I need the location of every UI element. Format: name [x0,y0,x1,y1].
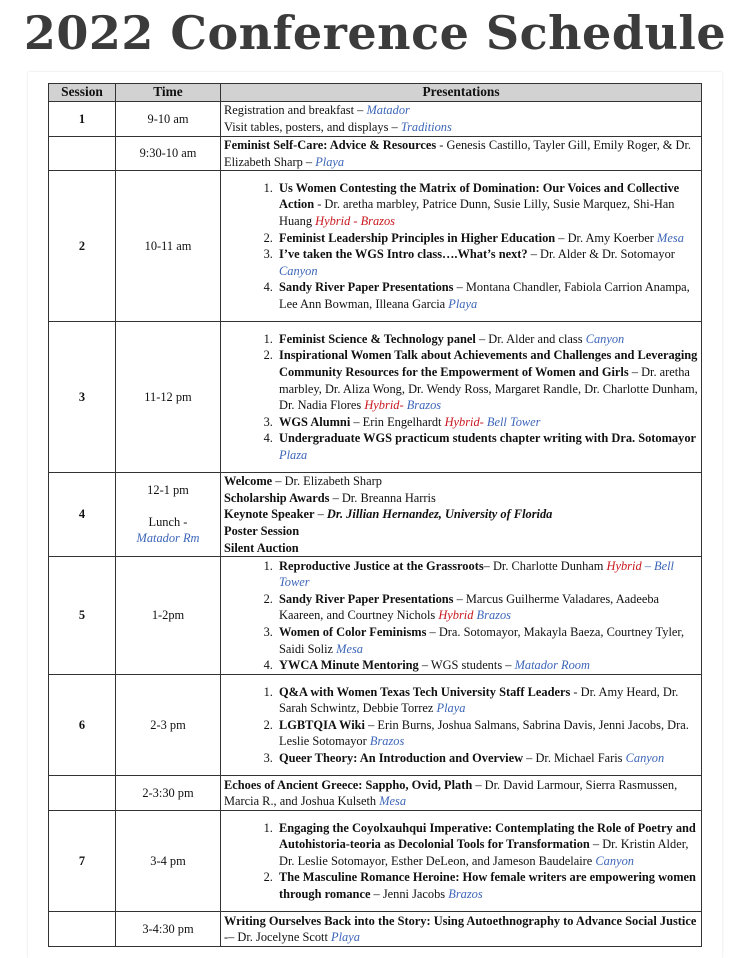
presentations-cell [221,675,702,776]
list-item [276,869,698,902]
list-item [276,820,698,870]
session-number: 4 [49,473,116,557]
location-label: Playa [448,296,478,311]
presenters: – Marcus Guilherme Valadares, Aadeeba Kaareen, and Courtney Nichols [279,591,660,623]
presenters: – Dr. Breanna Harris [329,490,436,505]
location-label: Brazos [448,887,483,902]
session-time: 1-2pm [116,557,221,675]
location-label: Playa [315,154,345,169]
list-item [276,717,698,750]
list-item [276,347,698,413]
presentation-title: WGS Alumni [279,414,351,429]
table-row [49,137,702,171]
session-time: 10-11 am [116,171,221,322]
location-label: Brazos [369,734,405,749]
presenters: – Jenni Jacobs [370,887,446,902]
presentation-title: Q&A with Women Texas Tech University Staff Leaders [279,684,571,699]
presentations-cell [221,137,702,171]
presenters: -– Dr. Jocelyne Scott [224,930,328,945]
presenters: - Dr. aretha marbley, Patrice Dunn, Susie Lilly, Susie Marquez, Shi-Han Huang [279,197,675,228]
list-item [276,414,698,431]
session-time: 9-10 am [116,102,221,137]
location-label: – Bell Tower [279,558,674,590]
session-time: 11-12 pm [116,322,221,473]
session-number: 3 [49,322,116,473]
table-row [49,675,702,776]
presenters: – Erin Engelhardt [350,414,442,429]
location-label: Playa [331,930,360,945]
session-time: 9:30-10 am [116,137,221,171]
list-item [276,279,698,312]
list-item [276,684,698,717]
presenters: – Dr. Kristin Alder, Dr. Leslie Sotomayor, Esther DeLeon, and Jameson Baudelaire [279,837,689,868]
presentations-cell [221,322,702,473]
location-label: Mesa [336,641,363,656]
presenters: – Dr. David Larmour, Sierra Rasmussen, Marcia R., and Joshua Kulseth [224,777,678,809]
entry-text: Visit tables, posters, and displays – [224,120,398,134]
presentation-title: Welcome [224,474,273,489]
presenters: – Dra. Sotomayor, Makayla Baeza, Courtney Tyler, Saidi Soliz [279,624,685,656]
location-label: Playa [436,701,466,716]
session-time: 2-3 pm [116,675,221,776]
presentation-title: Engaging the Coyolxauhqui Imperative: Contemplating the Role of Poetry and Autohistoria-teoria as Decolonial Tools for Transformation [279,820,696,852]
presentation-title: Silent Auction [224,540,299,555]
session-number: 5 [49,557,116,675]
presenters: – Dr. aretha marbley, Dr. Aliza Wong, Dr. Wendy Ross, Margaret Randle, Dr. Charlotte Dunham, Dr. Nadia Flores [279,365,698,413]
list-item [276,246,698,279]
list-item [276,331,698,348]
list-item [276,624,698,657]
presentation-title: Poster Session [224,523,300,538]
location-label: Canyon [585,331,625,346]
session-time: 3-4 pm [116,811,221,912]
presenters: – Dr. Michael Faris [523,751,623,766]
hybrid-label: Hybrid [606,558,642,573]
session-number: 7 [49,811,116,912]
header-presentations: Presentations [221,84,702,102]
presentation-title: Keynote Speaker [224,507,315,522]
presentation-title: Us Women Contesting the Matrix of Domination: Our Voices and Collective Action [279,180,680,212]
keynote-speaker: Dr. Jillian Hernandez, University of Florida [326,507,553,522]
session-time: 3-4:30 pm [116,912,221,947]
location-label: Matador Rm [136,531,200,546]
hybrid-label: Hybrid- [444,414,484,429]
location-label: Plaza [279,447,308,462]
session-number: 2 [49,171,116,322]
presentation-title: Queer Theory: An Introduction and Overview [279,751,524,766]
presentations-cell [221,776,702,811]
list-item [276,750,698,767]
list-item [276,591,698,624]
location-label: Matador Room [514,658,590,673]
presentation-title: The Masculine Romance Heroine: How female writers are empowering women through romance [279,870,696,902]
presentation-title: Scholarship Awards [224,490,330,505]
presentation-title: LGBTQIA Wiki [279,717,365,732]
list-item [276,430,698,463]
presentation-title: Feminist Leadership Principles in Higher Education [279,230,556,245]
location-label: Mesa [657,230,684,245]
table-row [49,557,702,675]
presentation-title: Reproductive Justice at the Grassroots [279,558,484,573]
presentation-title: Feminist Self-Care: Advice & Resources [224,138,437,152]
table-header-row [49,84,702,102]
table-row [49,776,702,811]
presenters: - Genesis Castillo, Tayler Gill, Emily Roger, & Dr. Elizabeth Sharp – [224,138,691,169]
schedule-sheet [28,72,722,958]
presentation-title: Echoes of Ancient Greece: Sappho, Ovid, Plath [224,777,473,792]
table-row [49,322,702,473]
session-time-cell [116,473,221,557]
presentations-cell [221,102,702,137]
location-label: Bell Tower [486,414,541,429]
list-item [276,180,698,230]
table-row [49,102,702,137]
location-label: Canyon [279,263,318,278]
location-label: Brazos [406,398,442,413]
presentations-cell [221,473,702,557]
location-label: Matador [366,103,410,118]
presentations-cell [221,811,702,912]
list-item [276,230,698,247]
hybrid-label: Hybrid [438,608,474,623]
location-label: Canyon [595,853,634,868]
entry-text: Registration and breakfast – [224,103,364,118]
session-number [49,912,116,947]
presentation-title: YWCA Minute Mentoring [279,658,419,673]
session-time: 2-3:30 pm [116,776,221,811]
location-label: Mesa [379,794,407,809]
schedule-table [48,83,702,947]
presenters: – Dr. Alder & Dr. Sotomayor [527,247,675,262]
presenters: – WGS students – [418,658,512,673]
session-number [49,137,116,171]
presentations-cell [221,171,702,322]
presentations-cell [221,557,702,675]
presentations-cell [221,912,702,947]
presenters: – [314,507,327,522]
session-number [49,776,116,811]
table-row [49,473,702,557]
presenters: – Erin Burns, Joshua Salmans, Sabrina Davis, Jenni Jacobs, Dra. Leslie Sotomayor [279,717,689,749]
table-row [49,811,702,912]
header-session: Session [49,84,116,102]
location-label: Brazos [476,608,511,623]
presentation-title: Writing Ourselves Back into the Story: Using Autoethnography to Advance Social Justice [224,913,697,928]
presentation-title: Feminist Science & Technology panel [279,331,476,346]
presenters: – Montana Chandler, Fabiola Carrion Anampa, Lee Ann Bowman, Illeana Garcia [279,280,690,311]
hybrid-label: Hybrid- [364,398,404,413]
presenters: – Dr. Amy Koerber [555,230,654,245]
page-title: 2022 Conference Schedule [23,6,727,60]
list-item [276,558,698,591]
presenters: - Dr. Amy Heard, Dr. Sarah Schwintz, Debbie Torrez [279,684,679,716]
list-item [276,657,698,674]
presentation-title: Inspirational Women Talk about Achievements and Challenges and Leveraging Community Resources for the Empowerment of Women and Girls [279,348,698,379]
presenters: – Dr. Elizabeth Sharp [272,474,382,489]
session-number: 6 [49,675,116,776]
location-label: Traditions [400,120,452,134]
presentation-title: Women of Color Feminisms [279,624,427,639]
presenters: – Dr. Charlotte Dunham [483,558,604,573]
lunch-label: Lunch - [148,514,188,529]
presenters: – Dr. Alder and class [475,331,583,346]
presentation-title: Sandy River Paper Presentations [279,280,454,295]
header-time: Time [116,84,221,102]
session-number: 1 [49,102,116,137]
presentation-title: I’ve taken the WGS Intro class….What’s next? [279,247,528,262]
presentation-title: Sandy River Paper Presentations [279,591,454,606]
table-row [49,912,702,947]
session-time: 12-1 pm [147,483,189,498]
hybrid-label: Hybrid - Brazos [315,214,396,228]
location-label: Canyon [625,751,665,766]
table-row [49,171,702,322]
presentation-title: Undergraduate WGS practicum students chapter writing with Dra. Sotomayor [279,431,697,446]
